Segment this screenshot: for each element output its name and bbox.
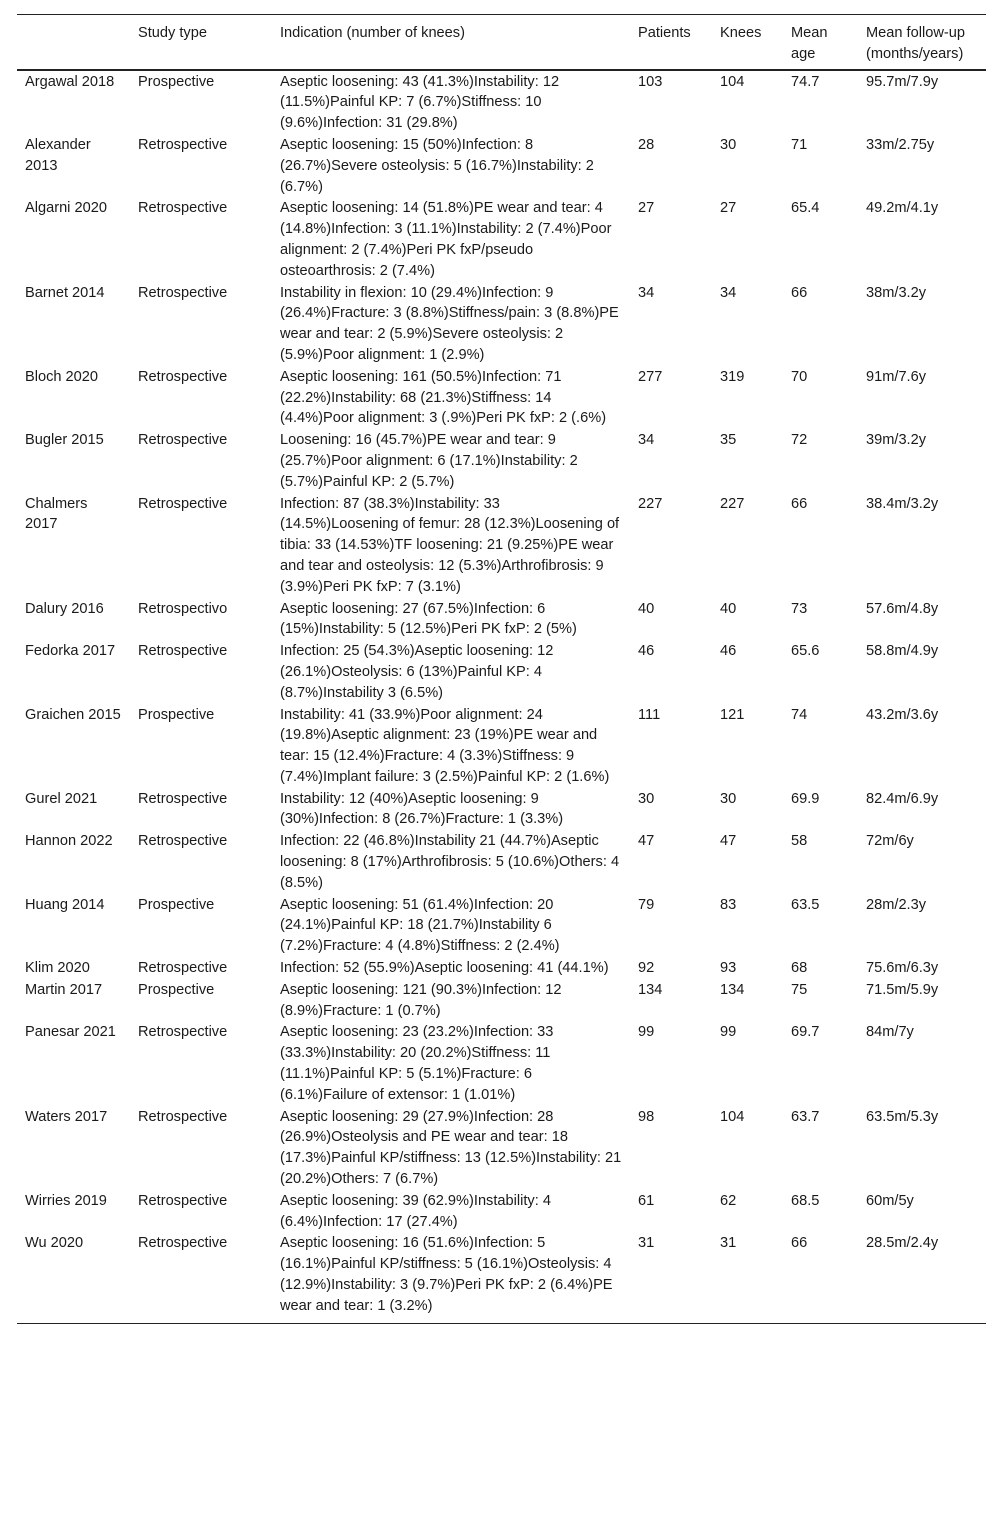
table-row [17, 957, 986, 979]
cell-knees: 227 [720, 495, 745, 512]
cell-study: Wu 2020 [17, 1232, 130, 1323]
cell-indication: Aseptic loosening: 43 (41.3%)Instability: 12 (11.5%)Painful KP: 7 (6.7%)Stiffness: 10 (9.6%)Infection: 31 (29.8%) [280, 73, 560, 132]
cell-indication: Instability: 41 (33.9%)Poor alignment: 24 (19.8%)Aseptic alignment: 23 (19%)PE wear and tear: 15 (12.4%)Fracture: 4 (3.3%)Stiffness: 9 (7.4%)Implant failure: 3 (2.5%)Painful KP: 2 (1.6%) [280, 706, 610, 785]
cell-study: Klim 2020 [25, 960, 90, 977]
table-row [17, 598, 986, 641]
cell-mean-follow-up: 58.8m/4.9y [866, 643, 939, 660]
cell-study: Fedorka 2017 [25, 643, 116, 660]
table-row [17, 134, 986, 197]
cell-patients: 46 [638, 643, 655, 660]
cell-mean-follow-up: 71.5m/5.9y [866, 981, 939, 998]
cell-study: Panesar 2021 [25, 1024, 116, 1041]
cell-knees: 99 [720, 1024, 737, 1041]
cell-indication: Instability: 12 (40%)Aseptic loosening: 9 (30%)Infection: 8 (26.7%)Fracture: 1 (3.3%) [280, 790, 564, 828]
cell-study-type: Retrospective [138, 643, 228, 660]
cell-mean-follow-up: 84m/7y [866, 1024, 914, 1041]
cell-knees: 27 [720, 200, 737, 217]
cell-study-type: Retrospective [138, 432, 228, 449]
cell-indication: Aseptic loosening: 27 (67.5%)Infection: 6 (15%)Instability: 5 (12.5%)Peri PK fxP: 2 (5%) [280, 600, 577, 638]
cell-mean-follow-up: 28m/2.3y [866, 896, 927, 913]
cell-mean-age: 74.7 [791, 73, 820, 90]
cell-study-type: Retrospective [138, 1108, 228, 1125]
header-mean-age: Mean age [783, 15, 858, 70]
cell-mean-age: 71 [791, 136, 808, 153]
cell-patients: 27 [638, 200, 655, 217]
cell-mean-follow-up: 75.6m/6.3y [866, 960, 939, 977]
cell-mean-age: 66 [791, 495, 808, 512]
cell-patients: 34 [638, 432, 655, 449]
table-row [17, 1232, 986, 1323]
table-header-row [17, 15, 986, 70]
cell-patients: 40 [638, 600, 655, 617]
cell-study-type: Prospective [138, 981, 215, 998]
cell-mean-follow-up: 95.7m/7.9y [866, 73, 939, 90]
table-row [17, 704, 986, 788]
cell-study: Argawal 2018 [25, 73, 115, 90]
cell-patients: 103 [638, 73, 663, 90]
table-row [17, 1190, 986, 1233]
table-row [17, 1021, 986, 1105]
cell-mean-age: 58 [791, 833, 808, 850]
cell-mean-follow-up: 60m/5y [866, 1192, 914, 1209]
cell-study: Graichen 2015 [25, 706, 121, 723]
cell-knees: 31 [712, 1232, 783, 1323]
cell-patients: 28 [638, 136, 655, 153]
table-row [17, 894, 986, 957]
cell-knees: 319 [720, 368, 745, 385]
header-knees: Knees [712, 15, 783, 70]
cell-study-type: Retrospective [138, 284, 228, 301]
cell-mean-age: 74 [791, 706, 808, 723]
cell-mean-age: 63.7 [791, 1108, 820, 1125]
cell-mean-age: 65.4 [791, 200, 820, 217]
cell-study: Barnet 2014 [25, 284, 105, 301]
cell-mean-follow-up: 72m/6y [866, 833, 914, 850]
cell-study: Martin 2017 [25, 981, 103, 998]
cell-indication: Aseptic loosening: 161 (50.5%)Infection: 71 (22.2%)Instability: 68 (21.3%)Stiffness: 14 (4.4%)Poor alignment: 3 (.9%)Peri PK fxP: 2 (.6%) [280, 368, 607, 427]
table-row [17, 830, 986, 893]
cell-patients: 47 [638, 833, 655, 850]
table-row [17, 197, 986, 281]
cell-mean-follow-up: 82.4m/6.9y [866, 790, 939, 807]
cell-patients: 79 [638, 896, 655, 913]
cell-indication: Aseptic loosening: 39 (62.9%)Instability: 4 (6.4%)Infection: 17 (27.4%) [280, 1192, 551, 1230]
cell-study-type: Prospective [138, 896, 215, 913]
table-row [17, 788, 986, 831]
cell-knees: 121 [720, 706, 745, 723]
header-patients: Patients [630, 15, 712, 70]
cell-mean-age: 69.7 [791, 1024, 820, 1041]
cell-knees: 83 [720, 896, 737, 913]
cell-study-type: Prospective [138, 73, 215, 90]
cell-indication: Infection: 52 (55.9%)Aseptic loosening: 41 (44.1%) [280, 960, 609, 977]
cell-study: Alexander 2013 [25, 136, 91, 174]
table-body [17, 70, 986, 1324]
cell-study-type: Retrospective [138, 1192, 228, 1209]
cell-mean-follow-up: 33m/2.75y [866, 136, 935, 153]
cell-indication: Aseptic loosening: 51 (61.4%)Infection: 20 (24.1%)Painful KP: 18 (21.7%)Instability 6 (7.2%)Fracture: 4 (4.8%)Stiffness: 2 (2.4%) [280, 896, 560, 955]
cell-study-type: Retrospective [138, 136, 228, 153]
table-row [17, 979, 986, 1022]
cell-mean-age: 75 [791, 981, 808, 998]
cell-mean-follow-up: 38.4m/3.2y [866, 495, 939, 512]
cell-mean-follow-up: 49.2m/4.1y [866, 200, 939, 217]
cell-patients: 111 [638, 706, 661, 723]
cell-mean-age: 68 [791, 960, 808, 977]
studies-table-container [17, 14, 986, 1324]
cell-study: Dalury 2016 [25, 600, 104, 617]
cell-indication: Infection: 25 (54.3%)Aseptic loosening: 12 (26.1%)Osteolysis: 6 (13%)Painful KP: 4 (8.7%)Instability 3 (6.5%) [280, 643, 554, 701]
cell-patients: 92 [638, 960, 655, 977]
cell-mean-age: 70 [791, 368, 808, 385]
cell-mean-follow-up: 38m/3.2y [866, 284, 927, 301]
table-row [17, 493, 986, 598]
table-row [17, 282, 986, 366]
cell-mean-age: 66 [791, 284, 808, 301]
cell-mean-follow-up: 43.2m/3.6y [866, 706, 939, 723]
cell-study-type: Prospective [138, 706, 215, 723]
cell-study-type: Retrospective [138, 495, 228, 512]
header-indication: Indication (number of knees) [272, 15, 630, 70]
cell-mean-follow-up: 39m/3.2y [866, 432, 927, 449]
cell-indication: Instability in flexion: 10 (29.4%)Infection: 9 (26.4%)Fracture: 3 (8.8%)Stiffness/pain: 3 (8.8%)PE wear and tear: 2 (5.9%)Severe osteolysis: 2 (5.9%)Poor alignment: 1 (2.9%) [280, 284, 619, 363]
header-study-type: Study type [130, 15, 272, 70]
cell-mean-age: 68.5 [791, 1192, 820, 1209]
cell-knees: 40 [720, 600, 737, 617]
cell-indication: Aseptic loosening: 29 (27.9%)Infection: 28 (26.9%)Osteolysis and PE wear and tear: 18 (17.3%)Painful KP/stiffness: 13 (12.5%)Instability: 21 (20.2%)Others: 7 (6.7%) [280, 1108, 622, 1188]
cell-mean-age: 73 [791, 600, 808, 617]
cell-patients: 227 [638, 495, 663, 512]
cell-study: Gurel 2021 [25, 790, 98, 807]
cell-mean-follow-up: 28.5m/2.4y [858, 1232, 986, 1323]
cell-mean-age: 63.5 [791, 896, 820, 913]
cell-study-type: Retrospectivo [138, 600, 228, 617]
cell-mean-age: 66 [783, 1232, 858, 1323]
header-mean-follow-up: Mean follow-up (months/years) [858, 15, 986, 70]
cell-knees: 30 [720, 790, 737, 807]
cell-study: Waters 2017 [25, 1108, 108, 1125]
cell-patients: 34 [638, 284, 655, 301]
cell-indication: Aseptic loosening: 16 (51.6%)Infection: 5 (16.1%)Painful KP/stiffness: 5 (16.1%)Osteolysis: 4 (12.9%)Instability: 3 (9.7%)Peri PK fxP: 2 (6.4%)PE wear and tear: 1 (3.2%) [272, 1232, 630, 1323]
cell-mean-age: 69.9 [791, 790, 820, 807]
cell-mean-follow-up: 91m/7.6y [866, 368, 927, 385]
table-row [17, 429, 986, 492]
cell-knees: 104 [720, 73, 745, 90]
cell-knees: 62 [720, 1192, 737, 1209]
cell-indication: Infection: 87 (38.3%)Instability: 33 (14.5%)Loosening of femur: 28 (12.3%)Loosening of tibia: 33 (14.53%)TF loosening: 21 (9.25%)PE wear and tear and osteolysis: 12 (5.3%)Arthrofibrosis: 9 (3.9%)Peri PK fxP: 7 (3.1%) [280, 495, 620, 595]
studies-table [17, 14, 986, 1324]
cell-study-type: Retrospective [138, 960, 228, 977]
cell-study-type: Retrospective [130, 1232, 272, 1323]
cell-mean-follow-up: 63.5m/5.3y [866, 1108, 939, 1125]
cell-study: Huang 2014 [25, 896, 105, 913]
cell-indication: Aseptic loosening: 121 (90.3%)Infection: 12 (8.9%)Fracture: 1 (0.7%) [280, 981, 562, 1019]
cell-knees: 46 [720, 643, 737, 660]
cell-mean-age: 65.6 [791, 643, 820, 660]
cell-knees: 34 [720, 284, 737, 301]
cell-study-type: Retrospective [138, 200, 228, 217]
header-study [17, 15, 130, 70]
cell-indication: Loosening: 16 (45.7%)PE wear and tear: 9 (25.7%)Poor alignment: 6 (17.1%)Instability: 2 (5.7%)Painful KP: 2 (5.7%) [280, 432, 578, 490]
cell-study: Chalmers 2017 [25, 495, 88, 533]
cell-mean-age: 72 [791, 432, 808, 449]
table-row [17, 366, 986, 429]
cell-knees: 35 [720, 432, 737, 449]
cell-study-type: Retrospective [138, 368, 228, 385]
cell-mean-follow-up: 57.6m/4.8y [866, 600, 939, 617]
cell-knees: 104 [720, 1108, 745, 1125]
cell-indication: Aseptic loosening: 15 (50%)Infection: 8 (26.7%)Severe osteolysis: 5 (16.7%)Instability: 2 (6.7%) [280, 136, 594, 195]
table-row [17, 70, 986, 134]
table-row [17, 640, 986, 703]
cell-patients: 134 [638, 981, 663, 998]
table-row [17, 1106, 986, 1190]
cell-knees: 47 [720, 833, 737, 850]
cell-knees: 30 [720, 136, 737, 153]
cell-indication: Aseptic loosening: 23 (23.2%)Infection: 33 (33.3%)Instability: 20 (20.2%)Stiffness: 11 (11.1%)Painful KP: 5 (5.1%)Fracture: 6 (6.1%)Failure of extensor: 1 (1.01%) [280, 1024, 554, 1103]
cell-study-type: Retrospective [138, 790, 228, 807]
cell-patients: 61 [638, 1192, 655, 1209]
cell-study: Bugler 2015 [25, 432, 104, 449]
cell-study: Hannon 2022 [25, 833, 113, 850]
cell-patients: 31 [630, 1232, 712, 1323]
cell-patients: 30 [638, 790, 655, 807]
cell-knees: 93 [720, 960, 737, 977]
cell-study: Algarni 2020 [25, 200, 107, 217]
cell-patients: 277 [638, 368, 663, 385]
cell-indication: Infection: 22 (46.8%)Instability 21 (44.7%)Aseptic loosening: 8 (17%)Arthrofibrosis: 5 (10.6%)Others: 4 (8.5%) [280, 833, 620, 891]
cell-patients: 98 [638, 1108, 655, 1125]
cell-study-type: Retrospective [138, 1024, 228, 1041]
cell-study: Bloch 2020 [25, 368, 99, 385]
cell-indication: Aseptic loosening: 14 (51.8%)PE wear and tear: 4 (14.8%)Infection: 3 (11.1%)Instability: 2 (7.4%)Poor alignment: 2 (7.4%)Peri PK fxP/pseudo osteoarthrosis: 2 (7.4%) [280, 200, 612, 279]
cell-knees: 134 [720, 981, 745, 998]
cell-patients: 99 [638, 1024, 655, 1041]
cell-study-type: Retrospective [138, 833, 228, 850]
cell-study: Wirries 2019 [25, 1192, 107, 1209]
